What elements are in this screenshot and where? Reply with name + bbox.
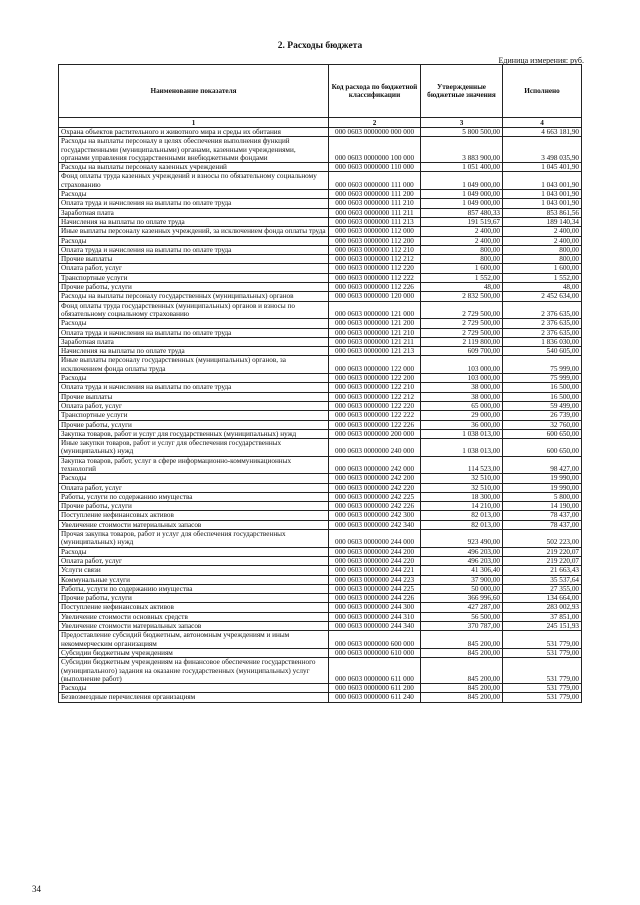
- row-executed-cell: 2 376 635,00: [503, 301, 582, 319]
- row-name-cell: Прочие выплаты: [59, 392, 329, 401]
- row-executed-cell: 4 663 181,90: [503, 128, 582, 137]
- row-code-cell: 000 0603 0000000 112 220: [329, 264, 421, 273]
- row-code-cell: 000 0603 0000000 244 340: [329, 622, 421, 631]
- row-executed-cell: 219 220,07: [503, 556, 582, 565]
- row-executed-cell: 1 043 001,90: [503, 199, 582, 208]
- row-executed-cell: 16 500,00: [503, 383, 582, 392]
- row-executed-cell: 245 151,93: [503, 622, 582, 631]
- row-approved-cell: 48,00: [421, 283, 503, 292]
- row-code-cell: 000 0603 0000000 112 210: [329, 245, 421, 254]
- table-row: [59, 594, 582, 603]
- row-code-cell: 000 0603 0000000 242 226: [329, 502, 421, 511]
- row-executed-cell: 1 045 401,90: [503, 163, 582, 172]
- row-approved-cell: 3 883 900,00: [421, 137, 503, 163]
- row-code-cell: 000 0603 0000000 242 000: [329, 456, 421, 474]
- row-code-cell: 000 0603 0000000 244 221: [329, 566, 421, 575]
- row-code-cell: 000 0603 0000000 244 223: [329, 575, 421, 584]
- row-approved-cell: 2 400,00: [421, 227, 503, 236]
- row-name-cell: Расходы: [59, 319, 329, 328]
- table-row: [59, 356, 582, 374]
- row-name-cell: Оплата работ, услуг: [59, 401, 329, 410]
- row-executed-cell: 21 663,43: [503, 566, 582, 575]
- table-row: [59, 128, 582, 137]
- row-approved-cell: 38 000,00: [421, 383, 503, 392]
- row-approved-cell: 2 729 500,00: [421, 319, 503, 328]
- row-name-cell: Услуги связи: [59, 566, 329, 575]
- table-row: [59, 547, 582, 556]
- row-executed-cell: 1 836 030,00: [503, 337, 582, 346]
- row-approved-cell: 496 203,00: [421, 556, 503, 565]
- row-code-cell: 000 0603 0000000 121 200: [329, 319, 421, 328]
- row-code-cell: 000 0603 0000000 240 000: [329, 439, 421, 457]
- row-name-cell: Начисления на выплаты по оплате труда: [59, 347, 329, 356]
- table-row: [59, 347, 582, 356]
- row-name-cell: Расходы: [59, 547, 329, 556]
- row-name-cell: Увеличение стоимости материальных запасов: [59, 622, 329, 631]
- row-executed-cell: 26 739,00: [503, 411, 582, 420]
- table-row: [59, 255, 582, 264]
- table-row: [59, 556, 582, 565]
- row-code-cell: 000 0603 0000000 110 000: [329, 163, 421, 172]
- row-code-cell: 000 0603 0000000 244 220: [329, 556, 421, 565]
- row-approved-cell: 1 038 013,00: [421, 439, 503, 457]
- row-approved-cell: 2 729 500,00: [421, 301, 503, 319]
- table-row: [59, 401, 582, 410]
- row-approved-cell: 41 306,40: [421, 566, 503, 575]
- row-executed-cell: 1 043 001,90: [503, 190, 582, 199]
- row-code-cell: 000 0603 0000000 244 200: [329, 547, 421, 556]
- table-row: [59, 383, 582, 392]
- row-approved-cell: 29 000,00: [421, 411, 503, 420]
- row-code-cell: 000 0603 0000000 122 000: [329, 356, 421, 374]
- table-row: [59, 684, 582, 693]
- table-row: [59, 530, 582, 548]
- column-number: 4: [503, 118, 582, 128]
- table-row: [59, 439, 582, 457]
- row-approved-cell: 103 000,00: [421, 356, 503, 374]
- row-approved-cell: 800,00: [421, 255, 503, 264]
- column-number-row: [59, 118, 582, 128]
- table-row: [59, 328, 582, 337]
- row-executed-cell: 2 452 634,00: [503, 292, 582, 301]
- column-number: 2: [329, 118, 421, 128]
- row-approved-cell: 370 787,00: [421, 622, 503, 631]
- row-approved-cell: 1 038 013,00: [421, 429, 503, 438]
- row-approved-cell: 5 800 500,00: [421, 128, 503, 137]
- row-name-cell: Заработная плата: [59, 208, 329, 217]
- row-name-cell: Расходы на выплаты персоналу государственных (муниципальных) органов: [59, 292, 329, 301]
- row-name-cell: Субсидии бюджетным учреждениям: [59, 648, 329, 657]
- table-row: [59, 575, 582, 584]
- row-name-cell: Расходы: [59, 474, 329, 483]
- table-row: [59, 236, 582, 245]
- section-title: 2. Расходы бюджета: [277, 41, 363, 51]
- table-row: [59, 584, 582, 593]
- row-executed-cell: 32 760,00: [503, 420, 582, 429]
- table-row: [59, 511, 582, 520]
- row-executed-cell: 283 002,93: [503, 603, 582, 612]
- row-name-cell: Закупка товаров, работ, услуг в сфере информационно-коммуникационных технологий: [59, 456, 329, 474]
- row-executed-cell: 19 990,00: [503, 483, 582, 492]
- row-approved-cell: 1 600,00: [421, 264, 503, 273]
- row-code-cell: 000 0603 0000000 112 000: [329, 227, 421, 236]
- row-name-cell: Оплата работ, услуг: [59, 556, 329, 565]
- row-name-cell: Начисления на выплаты по оплате труда: [59, 217, 329, 226]
- row-code-cell: 000 0603 0000000 611 000: [329, 658, 421, 684]
- table-row: [59, 137, 582, 163]
- table-row: [59, 301, 582, 319]
- row-name-cell: Фонд оплаты труда казенных учреждений и взносы по обязательному социальному страхованию: [59, 172, 329, 190]
- column-header-approved: Утвержденные бюджетные значения: [421, 65, 503, 118]
- row-name-cell: Работы, услуги по содержанию имущества: [59, 584, 329, 593]
- row-code-cell: 000 0603 0000000 244 225: [329, 584, 421, 593]
- row-code-cell: 000 0603 0000000 121 213: [329, 347, 421, 356]
- row-executed-cell: 800,00: [503, 255, 582, 264]
- row-code-cell: 000 0603 0000000 244 000: [329, 530, 421, 548]
- row-executed-cell: 2 400,00: [503, 236, 582, 245]
- table-row: [59, 429, 582, 438]
- row-name-cell: Иные выплаты персоналу государственных (муниципальных) органов, за исключением фонда оплаты труда: [59, 356, 329, 374]
- row-name-cell: Заработная плата: [59, 337, 329, 346]
- row-name-cell: Оплата труда и начисления на выплаты по оплате труда: [59, 383, 329, 392]
- row-name-cell: Прочая закупка товаров, работ и услуг для обеспечения государственных (муниципальных) нужд: [59, 530, 329, 548]
- table-row: [59, 227, 582, 236]
- table-row: [59, 603, 582, 612]
- row-name-cell: Безвозмездные перечисления организациям: [59, 693, 329, 702]
- row-executed-cell: 5 800,00: [503, 492, 582, 501]
- row-code-cell: 000 0603 0000000 242 340: [329, 520, 421, 529]
- row-code-cell: 000 0603 0000000 122 220: [329, 401, 421, 410]
- row-name-cell: Оплата труда и начисления на выплаты по оплате труда: [59, 199, 329, 208]
- row-code-cell: 000 0603 0000000 112 200: [329, 236, 421, 245]
- row-code-cell: 000 0603 0000000 111 213: [329, 217, 421, 226]
- table-row: [59, 693, 582, 702]
- row-code-cell: 000 0603 0000000 244 300: [329, 603, 421, 612]
- row-name-cell: Расходы: [59, 236, 329, 245]
- table-row: [59, 411, 582, 420]
- row-code-cell: 000 0603 0000000 244 310: [329, 612, 421, 621]
- row-approved-cell: 56 500,00: [421, 612, 503, 621]
- budget-expenses-table: [58, 64, 582, 703]
- row-code-cell: 000 0603 0000000 100 000: [329, 137, 421, 163]
- row-executed-cell: 531 779,00: [503, 631, 582, 649]
- row-name-cell: Поступление нефинансовых активов: [59, 603, 329, 612]
- row-approved-cell: 65 000,00: [421, 401, 503, 410]
- row-approved-cell: 845 200,00: [421, 684, 503, 693]
- row-code-cell: 000 0603 0000000 121 210: [329, 328, 421, 337]
- row-code-cell: 000 0603 0000000 122 226: [329, 420, 421, 429]
- table-row: [59, 199, 582, 208]
- row-executed-cell: 3 498 035,90: [503, 137, 582, 163]
- row-code-cell: 000 0603 0000000 112 226: [329, 283, 421, 292]
- row-executed-cell: 531 779,00: [503, 684, 582, 693]
- row-name-cell: Расходы: [59, 190, 329, 199]
- row-code-cell: 000 0603 0000000 242 220: [329, 483, 421, 492]
- units-label: Единица измерения: руб.: [498, 56, 584, 65]
- table-row: [59, 492, 582, 501]
- row-name-cell: Увеличение стоимости основных средств: [59, 612, 329, 621]
- row-approved-cell: 32 510,00: [421, 474, 503, 483]
- row-approved-cell: 1 049 000,00: [421, 199, 503, 208]
- row-executed-cell: 75 999,00: [503, 356, 582, 374]
- row-code-cell: 000 0603 0000000 111 211: [329, 208, 421, 217]
- row-name-cell: Прочие работы, услуги: [59, 283, 329, 292]
- row-executed-cell: 48,00: [503, 283, 582, 292]
- row-executed-cell: 37 851,00: [503, 612, 582, 621]
- row-name-cell: Коммунальные услуги: [59, 575, 329, 584]
- row-code-cell: 000 0603 0000000 242 300: [329, 511, 421, 520]
- table-row: [59, 163, 582, 172]
- row-executed-cell: 600 650,00: [503, 429, 582, 438]
- row-approved-cell: 845 200,00: [421, 631, 503, 649]
- table-body: [59, 128, 582, 703]
- row-name-cell: Транспортные услуги: [59, 411, 329, 420]
- row-name-cell: Охрана объектов растительного и животного мира и среды их обитания: [59, 128, 329, 137]
- row-executed-cell: 27 355,00: [503, 584, 582, 593]
- row-approved-cell: 923 490,00: [421, 530, 503, 548]
- row-executed-cell: 219 220,07: [503, 547, 582, 556]
- row-executed-cell: 59 499,00: [503, 401, 582, 410]
- row-name-cell: Субсидии бюджетным учреждениям на финансовое обеспечение государственного (муниципального) задания на оказание государственных (муниципальных) услуг (выполнение работ): [59, 658, 329, 684]
- row-code-cell: 000 0603 0000000 600 000: [329, 631, 421, 649]
- row-executed-cell: 98 427,00: [503, 456, 582, 474]
- row-executed-cell: 35 537,64: [503, 575, 582, 584]
- row-name-cell: Расходы на выплаты персоналу в целях обеспечения выполнения функций государственными (муниципальными) органами, казенными учреждениями, органами управления государственными внебюджетными фондами: [59, 137, 329, 163]
- row-approved-cell: 427 287,00: [421, 603, 503, 612]
- column-number: 1: [59, 118, 329, 128]
- table-row: [59, 392, 582, 401]
- row-executed-cell: 14 190,00: [503, 502, 582, 511]
- table-row: [59, 374, 582, 383]
- row-name-cell: Иные выплаты персоналу казенных учреждений, за исключением фонда оплаты труда: [59, 227, 329, 236]
- table-row: [59, 319, 582, 328]
- row-code-cell: 000 0603 0000000 120 000: [329, 292, 421, 301]
- row-executed-cell: 853 861,56: [503, 208, 582, 217]
- row-code-cell: 000 0603 0000000 112 222: [329, 273, 421, 282]
- row-approved-cell: 36 000,00: [421, 420, 503, 429]
- row-code-cell: 000 0603 0000000 122 222: [329, 411, 421, 420]
- row-executed-cell: 531 779,00: [503, 658, 582, 684]
- table-row: [59, 566, 582, 575]
- row-name-cell: Фонд оплаты труда государственных (муниципальных) органов и взносы по обязательному социальному страхованию: [59, 301, 329, 319]
- row-approved-cell: 366 996,60: [421, 594, 503, 603]
- row-name-cell: Оплата работ, услуг: [59, 264, 329, 273]
- table-row: [59, 283, 582, 292]
- row-executed-cell: 531 779,00: [503, 693, 582, 702]
- row-name-cell: Предоставление субсидий бюджетным, автономным учреждениям и иным некоммерческим организациям: [59, 631, 329, 649]
- row-code-cell: 000 0603 0000000 112 212: [329, 255, 421, 264]
- table-row: [59, 273, 582, 282]
- page-number: 34: [32, 884, 41, 894]
- table-row: [59, 483, 582, 492]
- row-name-cell: Транспортные услуги: [59, 273, 329, 282]
- row-approved-cell: 845 200,00: [421, 648, 503, 657]
- row-approved-cell: 1 051 400,00: [421, 163, 503, 172]
- row-approved-cell: 845 200,00: [421, 693, 503, 702]
- row-code-cell: 000 0603 0000000 121 211: [329, 337, 421, 346]
- row-code-cell: 000 0603 0000000 111 200: [329, 190, 421, 199]
- table-row: [59, 172, 582, 190]
- row-executed-cell: 2 376 635,00: [503, 328, 582, 337]
- row-code-cell: 000 0603 0000000 610 000: [329, 648, 421, 657]
- row-executed-cell: 2 400,00: [503, 227, 582, 236]
- column-header-code: Код расхода по бюджетной классификации: [329, 65, 421, 118]
- row-approved-cell: 2 729 500,00: [421, 328, 503, 337]
- table-row: [59, 292, 582, 301]
- row-executed-cell: 531 779,00: [503, 648, 582, 657]
- row-executed-cell: 2 376 635,00: [503, 319, 582, 328]
- row-approved-cell: 37 900,00: [421, 575, 503, 584]
- row-code-cell: 000 0603 0000000 200 000: [329, 429, 421, 438]
- column-number: 3: [421, 118, 503, 128]
- column-header-executed: Исполнено: [503, 65, 582, 118]
- row-approved-cell: 50 000,00: [421, 584, 503, 593]
- table-row: [59, 474, 582, 483]
- row-name-cell: Увеличение стоимости материальных запасов: [59, 520, 329, 529]
- row-name-cell: Прочие выплаты: [59, 255, 329, 264]
- row-approved-cell: 18 300,00: [421, 492, 503, 501]
- row-approved-cell: 609 700,00: [421, 347, 503, 356]
- row-name-cell: Закупка товаров, работ и услуг для государственных (муниципальных) нужд: [59, 429, 329, 438]
- row-code-cell: 000 0603 0000000 242 225: [329, 492, 421, 501]
- row-executed-cell: 75 999,00: [503, 374, 582, 383]
- row-approved-cell: 800,00: [421, 245, 503, 254]
- row-executed-cell: 1 600,00: [503, 264, 582, 273]
- row-name-cell: Оплата работ, услуг: [59, 483, 329, 492]
- table-row: [59, 420, 582, 429]
- row-name-cell: Прочие работы, услуги: [59, 594, 329, 603]
- row-executed-cell: 600 650,00: [503, 439, 582, 457]
- table-row: [59, 631, 582, 649]
- row-approved-cell: 114 523,00: [421, 456, 503, 474]
- row-approved-cell: 1 049 000,00: [421, 190, 503, 199]
- row-executed-cell: 189 140,34: [503, 217, 582, 226]
- row-name-cell: Расходы: [59, 374, 329, 383]
- row-name-cell: Поступление нефинансовых активов: [59, 511, 329, 520]
- row-name-cell: Расходы: [59, 684, 329, 693]
- row-code-cell: 000 0603 0000000 000 000: [329, 128, 421, 137]
- row-code-cell: 000 0603 0000000 121 000: [329, 301, 421, 319]
- table-row: [59, 502, 582, 511]
- row-approved-cell: 191 519,67: [421, 217, 503, 226]
- row-approved-cell: 857 480,33: [421, 208, 503, 217]
- row-executed-cell: 134 664,00: [503, 594, 582, 603]
- header-row: [59, 65, 582, 118]
- row-code-cell: 000 0603 0000000 122 210: [329, 383, 421, 392]
- table-row: [59, 245, 582, 254]
- row-approved-cell: 2 400,00: [421, 236, 503, 245]
- table-row: [59, 648, 582, 657]
- row-approved-cell: 1 552,00: [421, 273, 503, 282]
- table-row: [59, 622, 582, 631]
- row-name-cell: Расходы на выплаты персоналу казенных учреждений: [59, 163, 329, 172]
- row-approved-cell: 82 013,00: [421, 520, 503, 529]
- row-code-cell: 000 0603 0000000 111 210: [329, 199, 421, 208]
- table-row: [59, 456, 582, 474]
- row-code-cell: 000 0603 0000000 611 240: [329, 693, 421, 702]
- row-name-cell: Оплата труда и начисления на выплаты по оплате труда: [59, 328, 329, 337]
- table-row: [59, 520, 582, 529]
- row-approved-cell: 496 203,00: [421, 547, 503, 556]
- row-executed-cell: 540 605,00: [503, 347, 582, 356]
- table-row: [59, 658, 582, 684]
- row-name-cell: Прочие работы, услуги: [59, 420, 329, 429]
- row-code-cell: 000 0603 0000000 122 212: [329, 392, 421, 401]
- row-approved-cell: 1 049 000,00: [421, 172, 503, 190]
- row-executed-cell: 502 223,00: [503, 530, 582, 548]
- row-executed-cell: 16 500,00: [503, 392, 582, 401]
- row-code-cell: 000 0603 0000000 244 226: [329, 594, 421, 603]
- row-executed-cell: 1 043 001,90: [503, 172, 582, 190]
- row-code-cell: 000 0603 0000000 111 000: [329, 172, 421, 190]
- row-executed-cell: 78 437,00: [503, 511, 582, 520]
- row-approved-cell: 103 000,00: [421, 374, 503, 383]
- table-row: [59, 217, 582, 226]
- row-code-cell: 000 0603 0000000 242 200: [329, 474, 421, 483]
- table-row: [59, 612, 582, 621]
- row-executed-cell: 19 990,00: [503, 474, 582, 483]
- table-row: [59, 208, 582, 217]
- table-row: [59, 337, 582, 346]
- row-name-cell: Иные закупки товаров, работ и услуг для обеспечения государственных (муниципальных) нужд: [59, 439, 329, 457]
- row-executed-cell: 78 437,00: [503, 520, 582, 529]
- row-approved-cell: 38 000,00: [421, 392, 503, 401]
- row-code-cell: 000 0603 0000000 611 200: [329, 684, 421, 693]
- table-row: [59, 264, 582, 273]
- row-approved-cell: 2 119 800,00: [421, 337, 503, 346]
- table-row: [59, 190, 582, 199]
- column-header-name: Наименование показателя: [59, 65, 329, 118]
- row-approved-cell: 14 210,00: [421, 502, 503, 511]
- row-name-cell: Оплата труда и начисления на выплаты по оплате труда: [59, 245, 329, 254]
- row-approved-cell: 32 510,00: [421, 483, 503, 492]
- row-approved-cell: 845 200,00: [421, 658, 503, 684]
- row-code-cell: 000 0603 0000000 122 200: [329, 374, 421, 383]
- row-executed-cell: 1 552,00: [503, 273, 582, 282]
- row-approved-cell: 2 832 500,00: [421, 292, 503, 301]
- row-name-cell: Прочие работы, услуги: [59, 502, 329, 511]
- row-executed-cell: 800,00: [503, 245, 582, 254]
- row-approved-cell: 82 013,00: [421, 511, 503, 520]
- row-name-cell: Работы, услуги по содержанию имущества: [59, 492, 329, 501]
